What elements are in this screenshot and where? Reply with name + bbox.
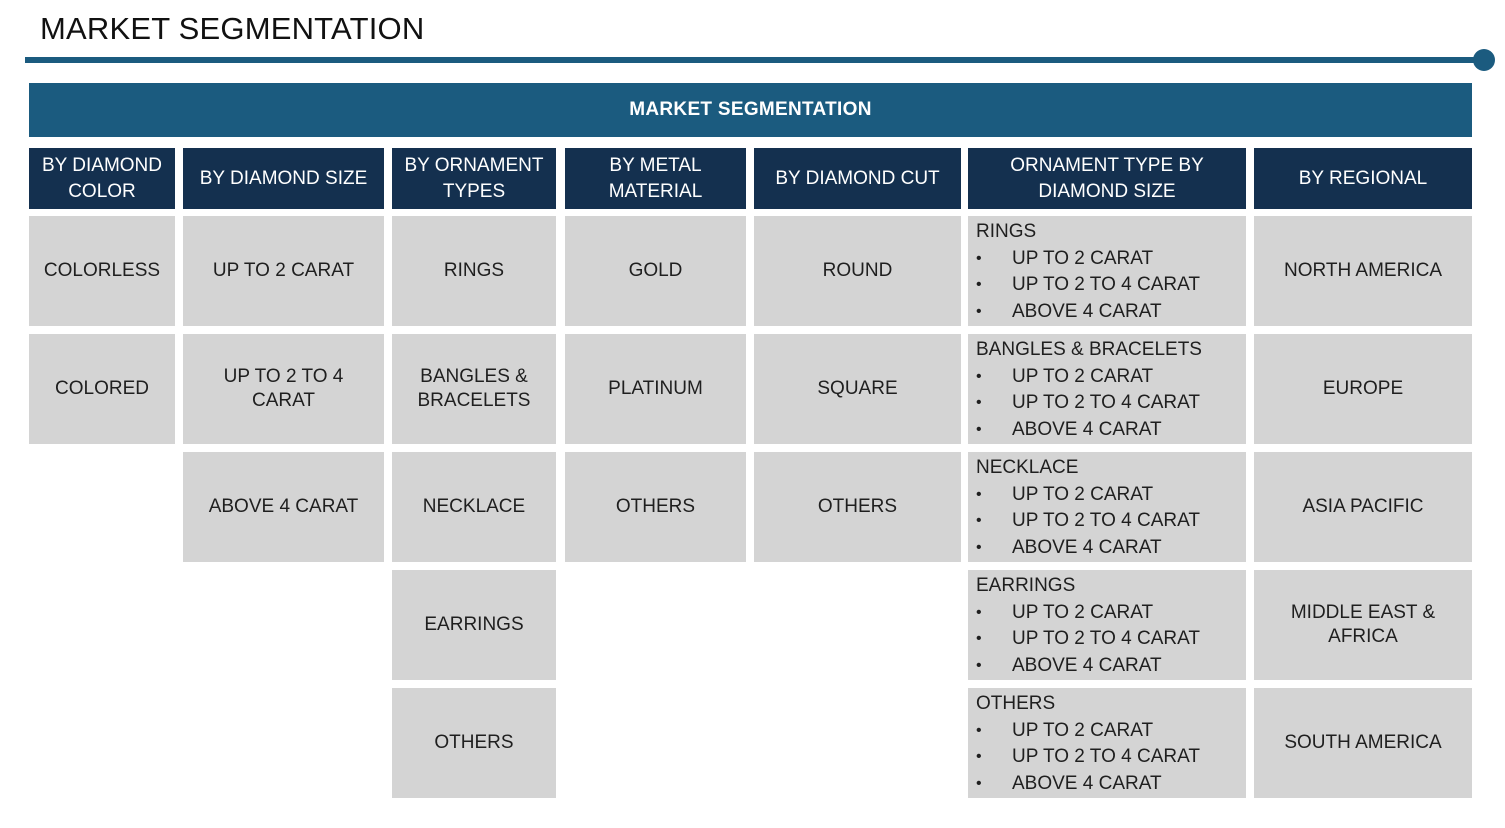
segment-sub-item: • UP TO 2 CARAT [976,482,1238,509]
segment-sub-item: • ABOVE 4 CARAT [976,653,1238,680]
segment-cell: GOLD [565,216,746,326]
column-header-ornament-type-by-size: ORNAMENT TYPE BY DIAMOND SIZE [968,148,1246,209]
segment-sub-item: • UP TO 2 CARAT [976,600,1238,627]
segment-cell: ROUND [754,216,961,326]
segment-sub-list [976,718,1238,798]
segment-group-cell [968,452,1246,562]
segment-sub-list [976,364,1238,444]
segment-cell: COLORED [29,334,175,444]
segment-cell: OTHERS [754,452,961,562]
segment-group-cell [968,334,1246,444]
segment-sub-item: • UP TO 2 TO 4 CARAT [976,626,1238,653]
column-header-metal-material: BY METAL MATERIAL [565,148,746,209]
segment-sub-list [976,482,1238,562]
segment-sub-item: • UP TO 2 TO 4 CARAT [976,508,1238,535]
segment-cell: SOUTH AMERICA [1254,688,1472,798]
column-header-diamond-color: BY DIAMOND COLOR [29,148,175,209]
segment-cell: COLORLESS [29,216,175,326]
segment-cell: NECKLACE [392,452,556,562]
segment-sub-item: • UP TO 2 CARAT [976,364,1238,391]
segment-group-cell [968,570,1246,680]
segment-group-title: BANGLES & BRACELETS [976,339,1202,360]
segment-sub-item: • ABOVE 4 CARAT [976,535,1238,562]
column-header-regional: BY REGIONAL [1254,148,1472,209]
divider-end-dot [1473,49,1495,71]
segment-group-title: RINGS [976,221,1037,242]
title-divider [25,57,1485,63]
segment-sub-item: • ABOVE 4 CARAT [976,299,1238,326]
segment-sub-list [976,246,1238,326]
segment-cell: OTHERS [392,688,556,798]
segment-group-title: OTHERS [976,693,1056,714]
segment-group-cell [968,688,1246,798]
segment-sub-item: • UP TO 2 CARAT [976,246,1238,273]
segment-cell: UP TO 2 CARAT [183,216,384,326]
segment-group-title: EARRINGS [976,575,1076,596]
segment-cell: NORTH AMERICA [1254,216,1472,326]
segment-sub-item: • ABOVE 4 CARAT [976,417,1238,444]
segment-sub-item: • ABOVE 4 CARAT [976,771,1238,798]
page-title: MARKET SEGMENTATION [40,11,425,46]
segment-cell: ASIA PACIFIC [1254,452,1472,562]
segment-group-title: NECKLACE [976,457,1079,478]
segment-cell: BANGLES & BRACELETS [392,334,556,444]
segment-cell: MIDDLE EAST & AFRICA [1254,570,1472,680]
segmentation-banner: MARKET SEGMENTATION [29,83,1472,137]
segment-cell: OTHERS [565,452,746,562]
segment-cell: EUROPE [1254,334,1472,444]
segment-cell: UP TO 2 TO 4 CARAT [183,334,384,444]
segment-sub-item: • UP TO 2 TO 4 CARAT [976,390,1238,417]
column-header-diamond-size: BY DIAMOND SIZE [183,148,384,209]
segment-cell: ABOVE 4 CARAT [183,452,384,562]
segment-sub-item: • UP TO 2 CARAT [976,718,1238,745]
column-header-ornament-types: BY ORNAMENT TYPES [392,148,556,209]
segment-sub-item: • UP TO 2 TO 4 CARAT [976,272,1238,299]
column-header-diamond-cut: BY DIAMOND CUT [754,148,961,209]
segment-cell: PLATINUM [565,334,746,444]
segment-cell: EARRINGS [392,570,556,680]
segment-sub-list [976,600,1238,680]
segment-cell: SQUARE [754,334,961,444]
segment-cell: RINGS [392,216,556,326]
segment-sub-item: • UP TO 2 TO 4 CARAT [976,744,1238,771]
segment-group-cell [968,216,1246,326]
